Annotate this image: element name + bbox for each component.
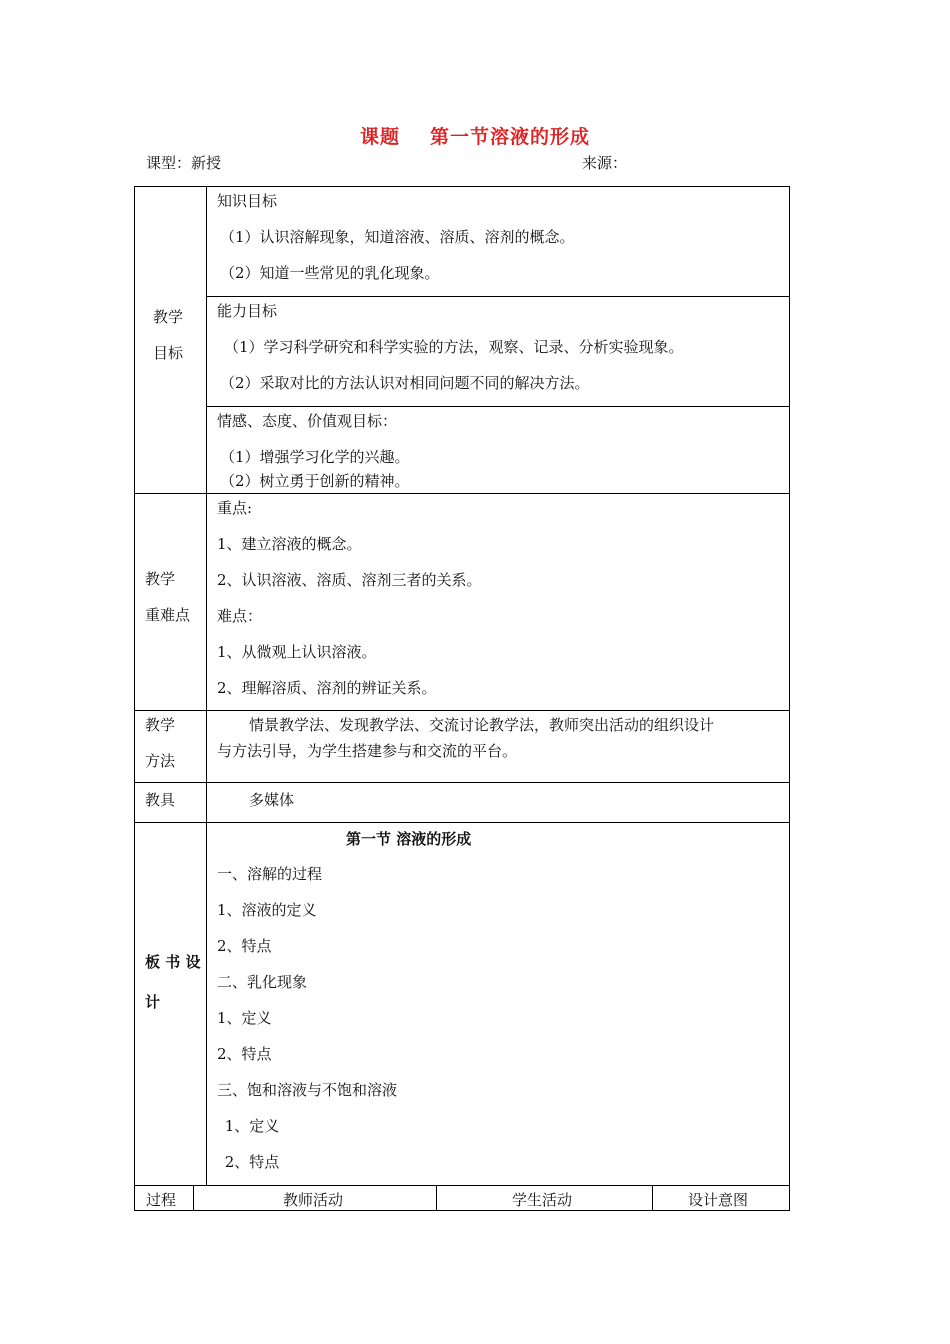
focus-heading: 重点: bbox=[217, 499, 253, 517]
keypoints-label-1: 教学 bbox=[145, 570, 176, 588]
course-type: 课型：新授 bbox=[146, 154, 222, 172]
board-title: 第一节 溶液的形成 bbox=[346, 830, 472, 848]
knowledge-item-1: （1）认识溶解现象，知道溶液、溶质、溶剂的概念。 bbox=[220, 228, 575, 246]
board-label-1: 板 书 设 bbox=[145, 953, 201, 971]
board-line-8: 1、定义 bbox=[220, 1117, 280, 1135]
board-line-9: 2、特点 bbox=[220, 1153, 280, 1171]
process-header-teacher: 教师活动 bbox=[283, 1191, 344, 1209]
process-header-step: 过程 bbox=[146, 1191, 177, 1209]
emotion-heading: 情感、态度、价值观目标： bbox=[217, 412, 398, 430]
process-header-student: 学生活动 bbox=[512, 1191, 573, 1209]
board-line-4: 二、乳化现象 bbox=[217, 973, 308, 991]
ability-item-1: （1）学习科学研究和科学实验的方法，观察、记录、分析实验现象。 bbox=[224, 338, 684, 356]
methods-line-1: 情景教学法、发现教学法、交流讨论教学法，教师突出活动的组织设计 bbox=[249, 716, 715, 734]
board-line-5: 1、定义 bbox=[217, 1009, 272, 1027]
board-line-1: 一、溶解的过程 bbox=[217, 865, 323, 883]
difficulty-heading: 难点： bbox=[217, 607, 263, 625]
board-line-6: 2、特点 bbox=[217, 1045, 272, 1063]
source-label: 来源： bbox=[582, 154, 628, 172]
ability-heading: 能力目标 bbox=[217, 302, 278, 320]
title-main: 第一节溶液的形成 bbox=[430, 126, 591, 148]
knowledge-item-2: （2）知道一些常见的乳化现象。 bbox=[220, 264, 440, 282]
board-label-2: 计 bbox=[145, 993, 161, 1011]
methods-label-2: 方法 bbox=[145, 752, 176, 770]
process-header-intent: 设计意图 bbox=[688, 1191, 749, 1209]
difficulty-item-2: 2、理解溶质、溶剂的辨证关系。 bbox=[217, 679, 437, 697]
keypoints-label-2: 重难点 bbox=[145, 606, 191, 624]
title-prefix: 课题 bbox=[359, 126, 400, 148]
tools-value: 多媒体 bbox=[249, 791, 295, 809]
methods-label-1: 教学 bbox=[145, 716, 176, 734]
lesson-title bbox=[0, 122, 950, 149]
focus-item-2: 2、认识溶液、溶质、溶剂三者的关系。 bbox=[217, 571, 482, 589]
difficulty-item-1: 1、从微观上认识溶液。 bbox=[217, 643, 377, 661]
board-line-2: 1、溶液的定义 bbox=[217, 901, 317, 919]
ability-item-2: （2）采取对比的方法认识对相同问题不同的解决方法。 bbox=[220, 374, 590, 392]
objectives-label-1: 教学 bbox=[153, 308, 184, 326]
knowledge-heading: 知识目标 bbox=[217, 192, 278, 210]
objectives-label-2: 目标 bbox=[153, 344, 184, 362]
emotion-item-2: （2）树立勇于创新的精神。 bbox=[220, 472, 410, 490]
focus-item-1: 1、建立溶液的概念。 bbox=[217, 535, 362, 553]
emotion-item-1: （1）增强学习化学的兴趣。 bbox=[220, 448, 410, 466]
tools-label: 教具 bbox=[145, 791, 176, 809]
methods-line-2: 与方法引导，为学生搭建参与和交流的平台。 bbox=[217, 742, 518, 760]
board-line-3: 2、特点 bbox=[217, 937, 272, 955]
board-line-7: 三、饱和溶液与不饱和溶液 bbox=[217, 1081, 398, 1099]
